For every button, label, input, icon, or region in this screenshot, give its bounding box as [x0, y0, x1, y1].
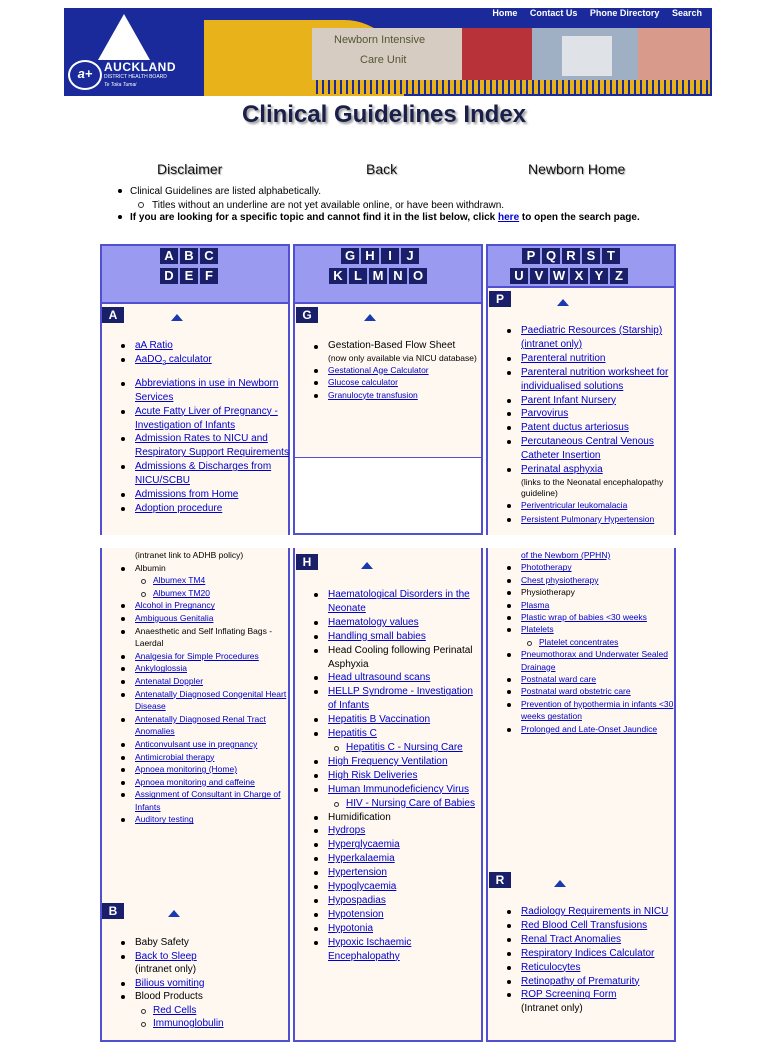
list-item[interactable]: Antenatally Diagnosed Congenital Heart Disease	[135, 688, 287, 712]
back-to-top-icon[interactable]	[364, 314, 376, 321]
back-to-top-icon[interactable]	[168, 910, 180, 917]
list-item[interactable]: aA Ratio	[135, 340, 173, 351]
list-item[interactable]: Abbreviations in use in Newborn Services	[135, 377, 279, 403]
letter-w[interactable]: W	[550, 268, 568, 284]
column-g-o-empty	[293, 457, 483, 535]
list-item: (links to the Neonatal encephalopathy guideline)	[521, 476, 664, 498]
letter-m[interactable]: M	[369, 268, 387, 284]
adhb-logo[interactable]	[64, 8, 214, 96]
list-item: Anaesthetic and Self Inflating Bags - Laerdal	[121, 625, 289, 650]
letter-f[interactable]: F	[200, 268, 218, 284]
list-item[interactable]: Prolonged and Late-Onset Jaundice	[521, 723, 658, 734]
page-title: Clinical Guidelines Index	[241, 101, 527, 128]
list-item[interactable]: Glucose calculator	[328, 377, 398, 387]
list-item[interactable]: Retinopathy of Prematurity	[521, 975, 640, 987]
list-item[interactable]: Radiology Requirements in NICU	[521, 906, 669, 917]
list-item[interactable]: Assignment of Consultant in Charge of Infants	[135, 789, 281, 812]
list-item[interactable]: Respiratory Indices Calculator	[521, 947, 655, 959]
list-item[interactable]: Acute Fatty Liver of Pregnancy - Investigation of Infants	[135, 405, 278, 431]
list-p-part2	[507, 549, 675, 735]
list-item[interactable]: Hypoglycaemia	[328, 881, 397, 893]
list-item[interactable]: Chest physiotherapy	[521, 574, 599, 585]
list-item: Head Cooling following Perinatal Asphyxia	[314, 644, 482, 672]
list-item[interactable]: Hypotension	[328, 908, 384, 920]
list-item[interactable]: High Risk Deliveries	[328, 769, 418, 781]
nav-search[interactable]: Search	[671, 8, 702, 18]
list-item[interactable]: Ambiguous Genitalia	[135, 612, 214, 623]
hospital-building-photo	[532, 28, 638, 80]
list-item[interactable]: Granulocyte transfusion	[328, 389, 418, 400]
list-item[interactable]: Albumex TM4	[153, 575, 206, 586]
list-item[interactable]: Anticonvulsant use in pregnancy	[135, 738, 258, 749]
letter-e[interactable]: E	[180, 268, 198, 284]
list-h	[314, 588, 482, 963]
list-item[interactable]: Immunoglobulin	[153, 1018, 224, 1029]
list-item[interactable]: Adoption procedure	[135, 502, 223, 514]
list-item[interactable]: Reticulocytes	[521, 961, 581, 973]
section-a-label: A	[102, 307, 124, 323]
list-item[interactable]: Prevention of hypothermia in infants <30 weeks gestation	[521, 698, 674, 722]
list-item[interactable]: Bilious vomiting	[135, 977, 205, 989]
list-item: Albumin	[121, 562, 289, 575]
list-item[interactable]: Analgesia for Simple Procedures	[135, 650, 259, 661]
list-item[interactable]: AaDO$_2$ calculator	[135, 353, 212, 367]
list-item[interactable]: of the Newborn (PPHN)	[521, 550, 611, 560]
newborn-home-link[interactable]: Newborn Home	[528, 161, 626, 177]
list-item[interactable]: Renal Tract Anomalies	[521, 933, 622, 945]
list-item[interactable]: Haematology values	[328, 616, 419, 628]
list-item[interactable]: Admissions from Home	[135, 489, 239, 501]
letter-a[interactable]: A	[160, 248, 178, 264]
list-item[interactable]: Alcohol in Pregnancy	[135, 600, 215, 611]
header-photo-strip	[312, 28, 710, 80]
nav-contact-us[interactable]: Contact Us	[529, 8, 578, 18]
list-item: Gestation-Based Flow Sheet	[314, 340, 482, 353]
list-item[interactable]: Parent Infant Nursery	[521, 394, 617, 406]
back-link[interactable]: Back	[366, 161, 398, 177]
list-item[interactable]: Hepatitis C	[328, 728, 377, 740]
list-item[interactable]: Admissions & Discharges from NICU/SCBU	[135, 461, 272, 487]
logo-name: AUCKLAND	[104, 60, 176, 74]
logo-triangle-icon	[98, 14, 150, 60]
list-item[interactable]: HELLP Syndrome - Investigation of Infants	[328, 686, 473, 712]
list-p-part1	[507, 324, 675, 527]
list-item[interactable]: High Frequency Ventilation	[328, 755, 448, 767]
list-item: (now only available via NICU database)	[328, 352, 477, 363]
list-item[interactable]: Apnoea monitoring (Home)	[135, 764, 238, 775]
letter-y[interactable]: Y	[590, 268, 608, 284]
letter-g[interactable]: G	[341, 248, 359, 264]
letter-nav-g-o	[293, 244, 483, 304]
site-header	[64, 8, 712, 96]
back-to-top-icon[interactable]	[171, 314, 183, 321]
letter-nav-p-z	[486, 244, 676, 288]
letter-j[interactable]: J	[401, 248, 419, 264]
nicu-sign-photo: Newborn Intensive Care Unit	[312, 28, 462, 80]
list-item[interactable]: Paediatric Resources (Starship) (intranet only)	[521, 325, 663, 350]
section-g-label: G	[296, 307, 318, 323]
list-item[interactable]: Percutaneous Central Venous Catheter Insertion	[521, 436, 654, 462]
list-item[interactable]: Platelets	[521, 624, 554, 635]
list-item[interactable]: Hyperglycaemia	[328, 839, 400, 851]
list-item[interactable]: Patent ductus arteriosus	[521, 422, 629, 434]
list-g	[314, 340, 482, 401]
list-item[interactable]: Platelet concentrates	[539, 636, 619, 647]
list-item[interactable]: Human Immunodeficiency Virus	[328, 783, 469, 795]
letter-v[interactable]: V	[530, 268, 548, 284]
section-r-label: R	[489, 872, 511, 888]
list-a-part2	[121, 549, 289, 826]
header-stripes	[312, 80, 710, 94]
list-item[interactable]: Plasma	[521, 599, 550, 610]
list-item[interactable]: Pneumothorax and Underwater Sealed Drainage	[521, 649, 668, 672]
letter-k[interactable]: K	[329, 268, 347, 284]
back-to-top-icon[interactable]	[557, 299, 569, 306]
monitor-photo	[462, 28, 532, 80]
list-item: (intranet only)	[135, 964, 197, 975]
list-item[interactable]: Parenteral nutrition	[521, 352, 606, 364]
list-b	[121, 936, 289, 1031]
list-item: (Intranet only)	[521, 1003, 583, 1015]
search-here-link[interactable]: here	[498, 212, 520, 223]
letter-u[interactable]: U	[510, 268, 528, 284]
section-b-label: B	[102, 903, 124, 919]
letter-c[interactable]: C	[200, 248, 218, 264]
list-item[interactable]: Ankyloglossia	[135, 663, 187, 674]
list-item[interactable]: Persistent Pulmonary Hypertension	[521, 513, 655, 524]
section-p-label: P	[489, 291, 511, 307]
list-item: Blood Products	[121, 990, 289, 1004]
list-item[interactable]: Head ultrasound scans	[328, 672, 431, 684]
list-item[interactable]: Hypertension	[328, 867, 387, 879]
list-item[interactable]: HIV - Nursing Care of Babies	[346, 797, 475, 809]
list-item[interactable]: Antenatally Diagnosed Renal Tract Anomalies	[135, 713, 266, 737]
disclaimer-link[interactable]: Disclaimer	[157, 161, 223, 177]
back-to-top-icon[interactable]	[554, 880, 566, 887]
list-item: Humidification	[314, 811, 482, 825]
letter-s[interactable]: S	[582, 248, 600, 264]
letter-n[interactable]: N	[389, 268, 407, 284]
letter-r[interactable]: R	[562, 248, 580, 264]
list-item[interactable]: ROP Screening Form	[521, 989, 617, 1001]
letter-t[interactable]: T	[602, 248, 620, 264]
list-item[interactable]: Hypoxic Ischaemic Encephalopathy	[328, 936, 412, 962]
list-item[interactable]: Postnatal ward obstetric care	[521, 686, 631, 697]
nav-phone-directory[interactable]: Phone Directory	[589, 8, 660, 18]
section-h-label: H	[296, 554, 318, 570]
logo-subtitle: DISTRICT HEALTH BOARD	[104, 74, 167, 80]
list-item[interactable]: Plastic wrap of babies <30 weeks	[521, 612, 647, 623]
list-item: (intranet link to ADHB policy)	[135, 550, 244, 560]
list-item: Physiotherapy	[507, 586, 675, 598]
list-item[interactable]: Hyperkalaemia	[328, 853, 395, 865]
list-item[interactable]: Periventricular leukomalacia	[521, 499, 628, 510]
list-item[interactable]: Red Blood Cell Transfusions	[521, 919, 648, 931]
letter-nav-a-f	[100, 244, 290, 304]
list-item[interactable]: Admission Rates to NICU and Respiratory Support Requirements	[135, 433, 289, 459]
list-item[interactable]: Hepatitis C - Nursing Care	[346, 741, 463, 753]
list-item[interactable]: Perinatal asphyxia	[521, 464, 603, 476]
list-item: Baby Safety	[121, 936, 289, 950]
letter-x[interactable]: X	[570, 268, 588, 284]
page-break-gap	[0, 535, 768, 548]
logo-tagline: Te Toka Tumai	[104, 82, 137, 88]
letter-q[interactable]: Q	[542, 248, 560, 264]
list-item[interactable]: Haematological Disorders in the Neonate	[328, 589, 470, 614]
list-item[interactable]: Hydrops	[328, 825, 366, 837]
back-to-top-icon[interactable]	[361, 562, 373, 569]
list-a-part1	[121, 339, 289, 516]
list-item[interactable]: Phototherapy	[521, 562, 572, 573]
logo-mark: a+	[68, 60, 102, 90]
list-item[interactable]: Handling small babies	[328, 630, 426, 642]
list-item[interactable]: Albumex TM20	[153, 587, 211, 598]
top-nav	[482, 8, 702, 18]
nav-home[interactable]: Home	[492, 8, 518, 18]
list-item[interactable]: Antimicrobial therapy	[135, 751, 215, 762]
list-r	[507, 905, 675, 1016]
list-item[interactable]: Apnoea monitoring and caffeine	[135, 776, 255, 787]
list-item[interactable]: Postnatal ward care	[521, 674, 597, 685]
list-item[interactable]: Hypospadias	[328, 894, 386, 906]
letter-o[interactable]: O	[409, 268, 427, 284]
letter-b[interactable]: B	[180, 248, 198, 264]
list-item[interactable]: Parenteral nutrition worksheet for individualised solutions	[521, 366, 669, 392]
letter-z[interactable]: Z	[610, 268, 628, 284]
list-item[interactable]: Antenatal Doppler	[135, 675, 204, 686]
letter-h[interactable]: H	[361, 248, 379, 264]
letter-i[interactable]: I	[381, 248, 399, 264]
list-item[interactable]: Parvovirus	[521, 408, 569, 420]
list-item[interactable]: Hepatitis B Vaccination	[328, 714, 431, 726]
baby-hand-photo	[638, 28, 710, 80]
letter-d[interactable]: D	[160, 268, 178, 284]
list-item[interactable]: Red Cells	[153, 1004, 197, 1016]
letter-p[interactable]: P	[522, 248, 540, 264]
list-item[interactable]: Gestational Age Calculator	[328, 364, 429, 375]
list-item[interactable]: Auditory testing	[135, 814, 194, 825]
letter-l[interactable]: L	[349, 268, 367, 284]
list-item[interactable]: Back to Sleep	[135, 950, 197, 962]
list-item[interactable]: Hypotonia	[328, 922, 374, 934]
